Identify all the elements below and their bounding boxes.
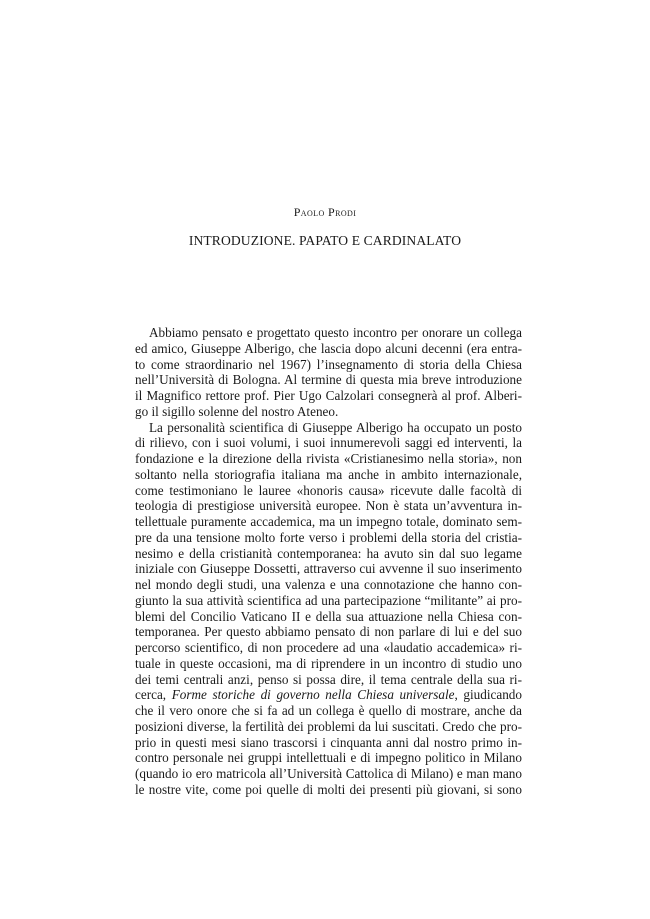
text-line: prio in questi mesi siano trascorsi i cinquanta anni dal nostro primo in-	[135, 734, 522, 750]
text-line: nell’Università di Bologna. Al termine di questa mia breve introduzione	[135, 372, 522, 388]
text-line: iniziale con Giuseppe Dossetti, attraverso cui avvenne il suo inserimento	[135, 561, 522, 577]
text-line: nesimo e della cristianità contemporanea: ha avuto sin dal suo legame	[135, 545, 522, 561]
italic-work-title: Forme storiche di governo nella Chiesa universale	[171, 687, 455, 703]
text-line: tuale in queste occasioni, ma di riprendere in un incontro di studio uno	[135, 655, 522, 671]
text-line: to come straordinario nel 1967) l’insegnamento di storia della Chiesa	[135, 356, 522, 372]
text-line: teologia di prestigiose università europee. Non è stata un’avventura in-	[135, 498, 522, 514]
text-line: (quando io ero matricola all’Università Cattolica di Milano) e man mano	[135, 766, 522, 781]
text-line: di rilievo, con i suoi volumi, i suoi innumerevoli saggi ed interventi, la	[135, 435, 522, 451]
text-line: blemi del Concilio Vaticano II e della sua attuazione nella Chiesa con-	[135, 608, 522, 624]
text-line: soltanto nella storiografia italiana ma anche in ambito internazionale,	[135, 466, 522, 482]
text-line: come testimoniano le lauree «honoris causa» ricevute dalle facoltà di	[135, 482, 522, 498]
text-line-with-italic	[135, 687, 522, 703]
text-line: Abbiamo pensato e progettato questo incontro per onorare un collega	[149, 325, 522, 340]
text-line: fondazione e la direzione della rivista «Cristianesimo nella storia», non	[135, 451, 522, 466]
text-line: go il sigillo solenne del nostro Ateneo.	[135, 403, 339, 419]
chapter-title: INTRODUZIONE. PAPATO E CARDINALATO	[188, 233, 462, 248]
text-line: posizioni diverse, la fertilità dei problemi da lui suscitati. Credo che pro-	[135, 718, 522, 734]
text-line: il Magnifico rettore prof. Pier Ugo Calzolari consegnerà al prof. Alberi-	[135, 388, 522, 403]
text-segment: cerca,	[135, 687, 172, 703]
text-line: percorso scientifico, di non procedere ad una «laudatio accademica» ri-	[135, 640, 522, 655]
text-line: che il vero onore che si fa ad un collega è quello di mostrare, anche da	[135, 703, 522, 718]
text-line: le nostre vite, come poi quelle di molti dei presenti più giovani, si sono	[135, 781, 522, 797]
text-line: nel mondo degli studi, una valenza e una connotazione che hanno con-	[135, 577, 522, 592]
text-line: La personalità scientifica di Giuseppe Alberigo ha occupato un posto	[149, 419, 522, 435]
text-line: temporanea. Per questo abbiamo pensato di non parlare di lui e del suo	[135, 624, 522, 640]
text-line: giunto la sua attività scientifica ad una partecipazione “militante” ai pro-	[135, 592, 522, 608]
text-line: dei temi centrali anzi, penso si possa dire, il tema centrale della sua ri-	[135, 671, 522, 687]
text-segment: , giudicando	[454, 687, 522, 703]
text-line: pre da una tensione molto forte verso i problemi della storia del cristia-	[135, 529, 522, 545]
body-text	[135, 325, 522, 798]
text-line: ed amico, Giuseppe Alberigo, che lascia dopo alcuni decenni (era entra-	[135, 340, 522, 356]
author-name: Paolo Prodi	[293, 205, 357, 219]
text-line: contro personale nei gruppi intellettuali e di impegno politico in Milano	[135, 750, 522, 766]
text-line: tellettuale puramente accademica, ma un impegno totale, dominato sem-	[135, 514, 522, 529]
